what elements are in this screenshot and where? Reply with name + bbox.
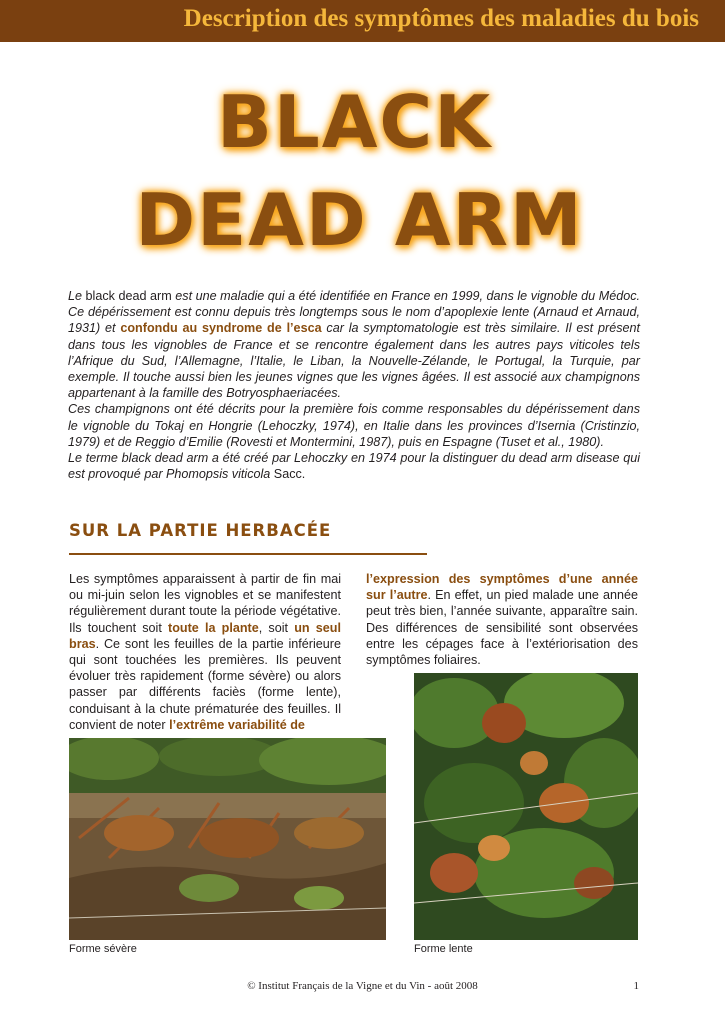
vineyard-severe-image	[69, 738, 386, 940]
left-highlight-3: l’extrême variabilité de	[169, 717, 305, 732]
intro-p1-part1: Le	[68, 289, 86, 303]
intro-paragraph-2: Ces champignons ont été décrits pour la première fois comme responsables du dépérissement dans le vignoble du Tokaj en Hongrie (Lehoczky, 1974), en Italie dans les provinces d’Isernia (Cristinzio, 1979) et de Reggio d’Emilie (Rovesti et Montermini, 1987), puis en Espagne (Tuset et al., 1980).	[68, 402, 640, 449]
left-text-3: . Ce sont les feuilles de la partie inférieure qui sont touchées les premières. Ils peuvent évoluer très rapidement (forme sévère) ou alors passer par différents faciès (forme lente), conduisant à la chute prématurée des feuilles. Il convient de noter	[69, 636, 341, 732]
photo-slow-form	[414, 673, 638, 940]
intro-p3-part1: Le terme black dead arm a été créé par Lehoczky en 1974 pour la distinguer du dead arm disease qui est provoqué par Phomopsis viticola	[68, 451, 640, 482]
left-text-2: , soit	[258, 620, 295, 635]
intro-p1-part3: est une maladie qui a été identifiée en France en 1999, dans le vignoble du Médoc. Ce dépérissement est connu depuis très longtemps sous le nom d’apoplexie lente (Arnaud et Arnaud, 1931) et	[68, 289, 640, 336]
header-band-title: Description des symptômes des maladies du bois	[183, 5, 699, 32]
left-highlight-2: un seul bras	[69, 620, 341, 651]
header-band	[0, 0, 725, 42]
caption-slow-form: Forme lente	[414, 943, 473, 955]
vine-leaves-slow-image	[414, 673, 638, 940]
intro-p3-part2: Sacc.	[270, 467, 306, 482]
intro-paragraph-3	[68, 450, 640, 482]
intro-p1-highlight: confondu au syndrome de l’esca	[120, 321, 322, 336]
section-divider	[69, 553, 427, 555]
photo-severe-form	[69, 738, 386, 940]
footer-copyright: © Institut Français de la Vigne et du Vin - août 2008	[247, 980, 478, 992]
intro-text	[68, 288, 640, 482]
page-number: 1	[633, 980, 639, 992]
left-highlight-1: toute la plante	[168, 620, 259, 635]
intro-p1-part5: car la symptomatologie est très similaire. Il est présent dans tous les vignobles de France et se rencontre également dans les autres pays viticoles tels l’Afrique du Sud, l’Allemagne, l’Italie, le Liban, la Nouvelle-Zélande, le Portugal, la Turquie, par exemple. Il touche aussi bien les jeunes vignes que les vignes âgées. Il est associé aux champignons appartenant à la famille des Botryosphaeriacées.	[68, 321, 640, 401]
right-highlight-1: l’expression des symptômes d’une année sur l’autre	[366, 572, 638, 603]
left-column-text	[69, 571, 341, 733]
intro-paragraph-1	[68, 288, 640, 401]
section-heading: SUR LA PARTIE HERBACÉE	[69, 521, 332, 540]
right-column-text	[366, 571, 638, 668]
main-title-line2: DEAD ARM	[135, 178, 584, 262]
main-title-line1: BLACK	[216, 80, 493, 164]
right-text-1: . En effet, un pied malade une année peut très bien, l’année suivante, apparaître sain. Des différences de sensibilité sont observées entre les cépages face à l’extériorisation des symptômes foliaires.	[366, 588, 639, 668]
caption-severe-form: Forme sévère	[69, 943, 137, 955]
intro-p1-term: black dead arm	[85, 289, 172, 303]
left-text-1: Les symptômes apparaissent à partir de fin mai ou mi-juin selon les vignobles et se manifestent régulièrement durant toute la période végétative. Ils touchent soit	[69, 572, 341, 635]
